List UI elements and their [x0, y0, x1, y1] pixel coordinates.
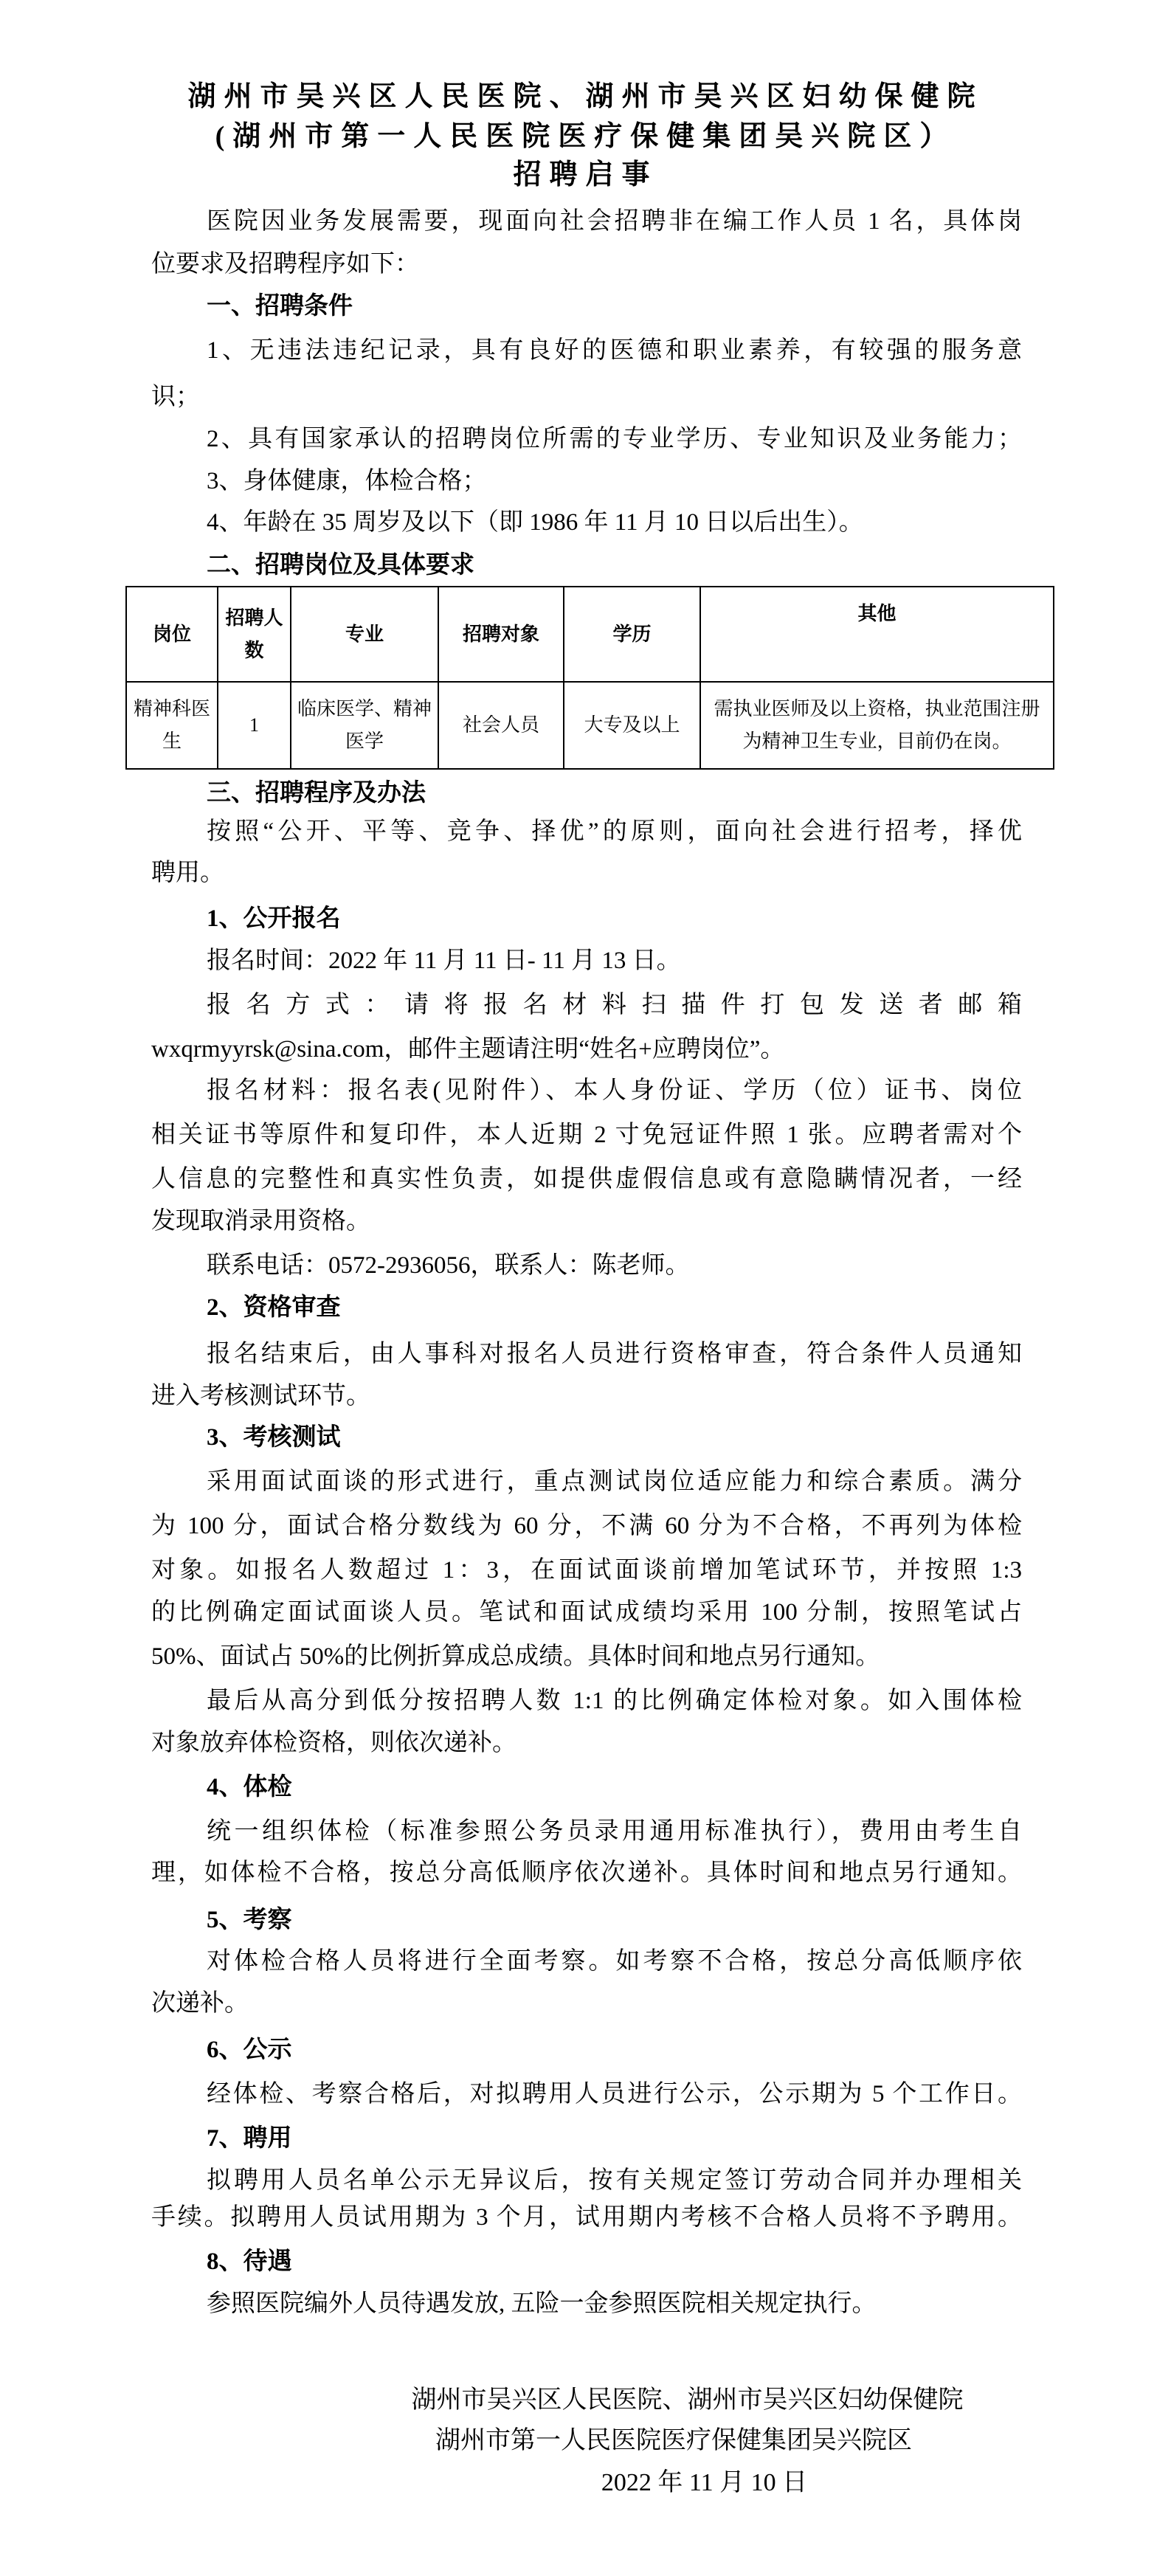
condition-item-1-line-1: 1、无违法违纪记录，具有良好的医德和职业素养，有较强的服务意 [207, 337, 1022, 364]
intro-paragraph-line-1: 医院因业务发展需要，现面向社会招聘非在编工作人员 1 名，具体岗 [207, 208, 1022, 235]
header-position: 岗位 [126, 587, 218, 682]
step-6-heading: 6、公示 [207, 2037, 292, 2063]
condition-item-4: 4、年龄在 35 周岁及以下（即 1986 年 11 月 10 日以后出生）。 [207, 509, 863, 536]
cell-major: 临床医学、精神医学 [291, 682, 438, 769]
step-8-heading: 8、待遇 [207, 2248, 292, 2275]
step-6-line-1: 经体检、考察合格后，对拟聘用人员进行公示，公示期为 5 个工作日。 [207, 2081, 1022, 2107]
registration-method-line-1: 报名方式：请将报名材料扫描件打包发送者邮箱 [207, 992, 1022, 1018]
cell-education: 大专及以上 [564, 682, 700, 769]
step-4-line-2: 理，如体检不合格，按总分高低顺序依次递补。具体时间和地点另行通知。 [151, 1860, 1022, 1886]
step-1-heading: 1、公开报名 [207, 905, 341, 932]
section-heading-conditions: 一、招聘条件 [207, 293, 353, 320]
header-count: 招聘人数 [218, 587, 291, 682]
step-3-line-2: 为 100 分，面试合格分数线为 60 分，不满 60 分为不合格，不再列为体检 [151, 1513, 1022, 1539]
step-7-line-2: 手续。拟聘用人员试用期为 3 个月，试用期内考核不合格人员将不予聘用。 [151, 2204, 1022, 2231]
step-2-line-2: 进入考核测试环节。 [151, 1383, 370, 1409]
step-3-line-1: 采用面试面谈的形式进行，重点测试岗位适应能力和综合素质。满分 [207, 1468, 1022, 1495]
registration-materials-line-4: 发现取消录用资格。 [151, 1208, 370, 1235]
cell-count: 1 [218, 682, 291, 769]
registration-materials-line-3: 人信息的完整性和真实性负责，如提供虚假信息或有意隐瞒情况者，一经 [151, 1166, 1022, 1192]
step-7-line-1: 拟聘用人员名单公示无异议后，按有关规定签订劳动合同并办理相关 [207, 2167, 1022, 2194]
header-other: 其他 [700, 587, 1054, 682]
cell-target: 社会人员 [438, 682, 564, 769]
registration-materials-line-2: 相关证书等原件和复印件，本人近期 2 寸免冠证件照 1 张。应聘者需对个 [151, 1122, 1022, 1148]
cell-position: 精神科医生 [126, 682, 218, 769]
condition-item-3: 3、身体健康，体检合格； [207, 468, 487, 494]
cell-other: 需执业医师及以上资格，执业范围注册为精神卫生专业，目前仍在岗。 [700, 682, 1054, 769]
step-3-line-5: 50%、面试占 50%的比例折算成总成绩。具体时间和地点另行通知。 [151, 1643, 880, 1670]
header-education: 学历 [564, 587, 700, 682]
section-heading-positions: 二、招聘岗位及具体要求 [207, 552, 474, 579]
contact-info: 联系电话：0572-2936056，联系人：陈老师。 [207, 1252, 690, 1279]
step-2-line-1: 报名结束后，由人事科对报名人员进行资格审查，符合条件人员通知 [207, 1341, 1022, 1367]
step-5-line-2: 次递补。 [151, 1990, 249, 2017]
step-5-heading: 5、考察 [207, 1907, 292, 1933]
step-3-heading: 3、考核测试 [207, 1424, 341, 1451]
step-3-line-6: 最后从高分到低分按招聘人数 1:1 的比例确定体检对象。如入围体检 [207, 1688, 1022, 1714]
positions-table [125, 586, 1054, 770]
title-line-1: 湖州市吴兴区人民医院、湖州市吴兴区妇幼保健院 [187, 81, 984, 112]
signature-org-line-1: 湖州市吴兴区人民医院、湖州市吴兴区妇幼保健院 [411, 2386, 964, 2414]
signature-org-line-2: 湖州市第一人民医院医疗保健集团吴兴院区 [435, 2427, 912, 2454]
step-8-line-1: 参照医院编外人员待遇发放, 五险一金参照医院相关规定执行。 [207, 2290, 877, 2317]
header-major: 专业 [291, 587, 438, 682]
table-header-row [126, 587, 1054, 682]
header-target: 招聘对象 [438, 587, 564, 682]
registration-time: 报名时间：2022 年 11 月 11 日- 11 月 13 日。 [207, 947, 681, 974]
step-5-line-1: 对体检合格人员将进行全面考察。如考察不合格，按总分高低顺序依 [207, 1948, 1022, 1975]
registration-materials-line-1: 报名材料：报名表(见附件）、本人身份证、学历（位）证书、岗位 [207, 1077, 1022, 1104]
step-2-heading: 2、资格审查 [207, 1294, 341, 1321]
principle-line-1: 按照“公开、平等、竞争、择优”的原则，面向社会进行招考，择优 [207, 818, 1022, 845]
principle-line-2: 聘用。 [151, 860, 224, 886]
registration-method-line-2: wxqrmyyrsk@sina.com，邮件主题请注明“姓名+应聘岗位”。 [151, 1036, 785, 1063]
step-7-heading: 7、聘用 [207, 2125, 292, 2152]
step-4-heading: 4、体检 [207, 1774, 292, 1800]
condition-item-1-line-2: 识； [151, 384, 200, 410]
step-3-line-3: 对象。如报名人数超过 1：3，在面试面谈前增加笔试环节，并按照 1:3 [151, 1557, 1022, 1584]
title-line-2: (湖州市第一人民医院医疗保健集团吴兴院区） [215, 121, 956, 152]
step-3-line-4: 的比例确定面试面谈人员。笔试和面试成绩均采用 100 分制，按照笔试占 [151, 1599, 1022, 1626]
condition-item-2: 2、具有国家承认的招聘岗位所需的专业学历、专业知识及业务能力； [207, 426, 1022, 452]
section-heading-procedure: 三、招聘程序及办法 [207, 780, 426, 807]
step-4-line-1: 统一组织体检（标准参照公务员录用通用标准执行），费用由考生自 [207, 1818, 1022, 1845]
page-title: 招聘启事 [513, 159, 658, 190]
intro-paragraph-line-2: 位要求及招聘程序如下： [151, 251, 419, 277]
signature-date: 2022 年 11 月 10 日 [601, 2469, 808, 2496]
table-row [126, 682, 1054, 769]
step-3-line-7: 对象放弃体检资格，则依次递补。 [151, 1730, 517, 1756]
